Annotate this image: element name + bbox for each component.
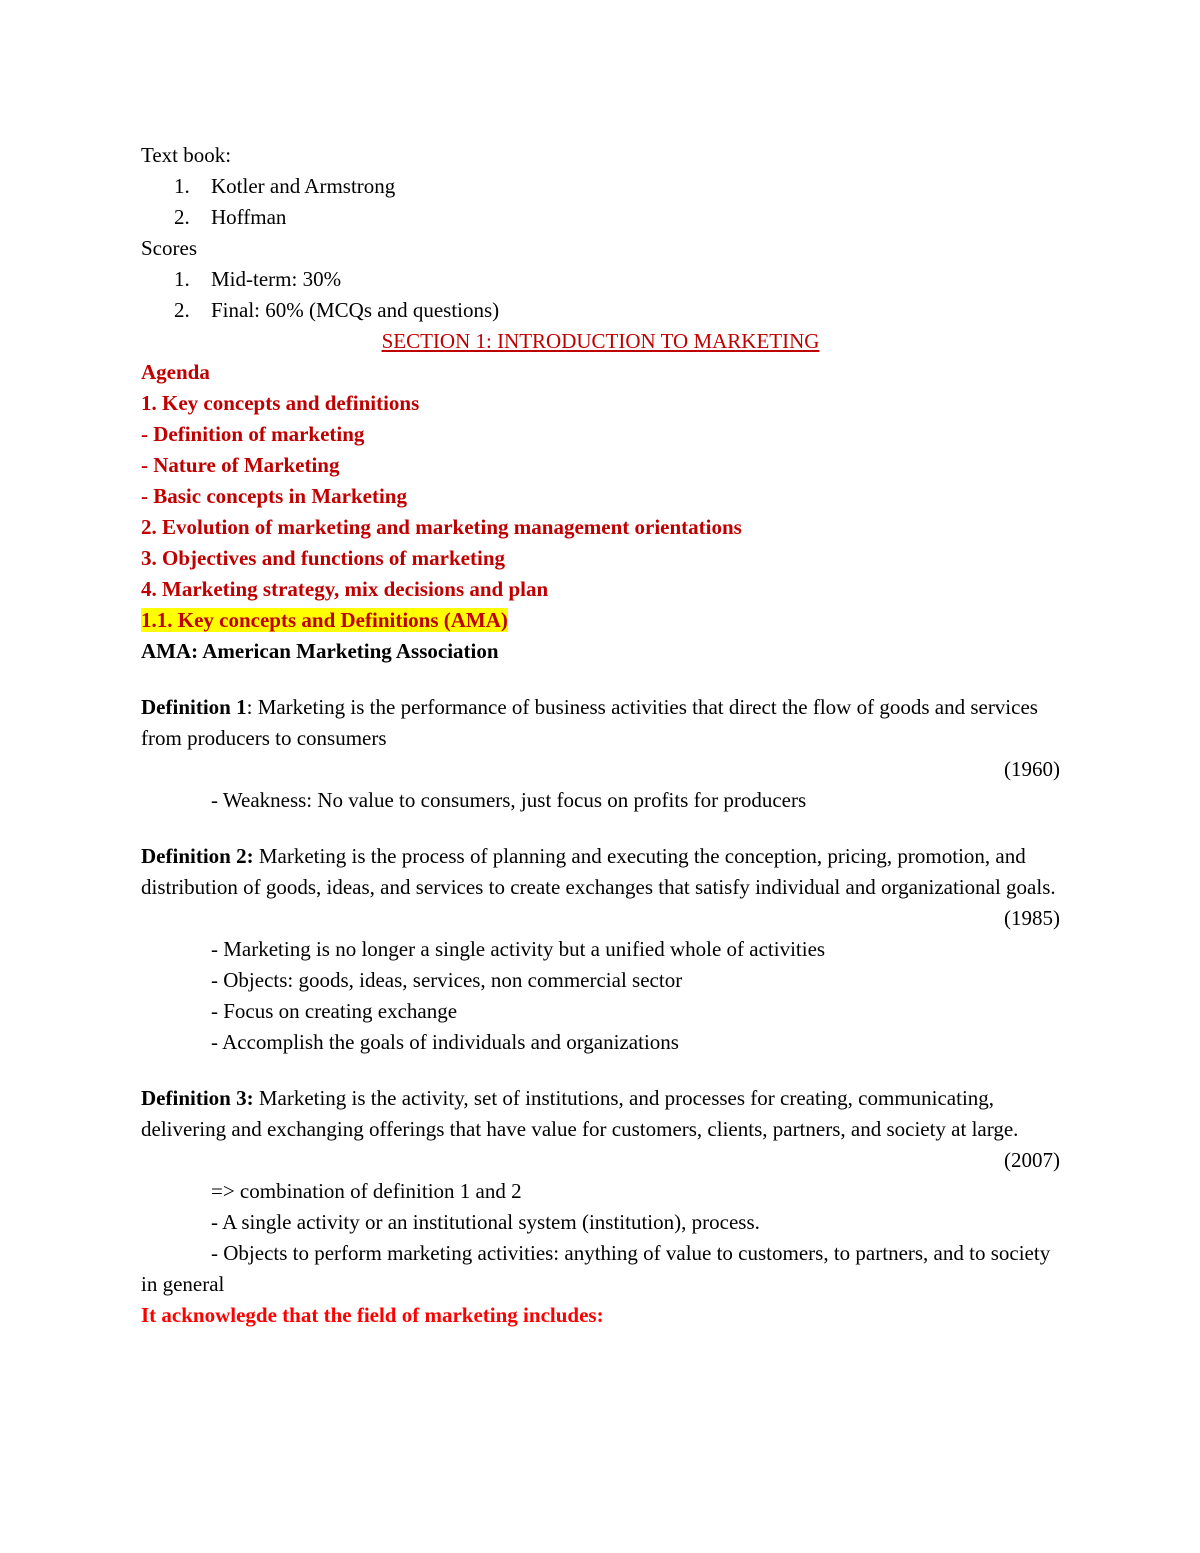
closing-heading: It acknowlegde that the field of marketing includes: [141,1303,604,1327]
definition-label: Definition 1 [141,695,247,719]
definition-year: (2007) [1004,1148,1060,1172]
agenda-item: 4. Marketing strategy, mix decisions and plan [141,577,549,601]
definition-paragraph [141,1083,1060,1145]
definition-note: - Focus on creating exchange [211,999,458,1023]
definition-paragraph: Definition 1: Marketing is the performance of business activities that direct the flow of goods and services from producers to consumers [141,695,1038,750]
definition-label: Definition 2: [141,844,254,868]
section-title: SECTION 1: INTRODUCTION TO MARKETING [381,329,820,353]
agenda-item: - Nature of Marketing [141,453,340,477]
definition-year: (1960) [1004,757,1060,781]
definition-label: Definition 3: [141,1086,254,1110]
textbook-label: Text book: [141,143,232,167]
definition-paragraph [141,841,1060,903]
agenda-item: - Basic concepts in Marketing [141,484,407,508]
subsection-title-line [141,605,1060,636]
definition-text: Marketing is the process of planning and executing the conception, pricing, promotion, and distribution of goods, ideas, and services to create exchanges that satisfy individual and organizational goals. [141,844,1056,899]
agenda-item: 1. Key concepts and definitions [141,391,420,415]
definition-note: - Weakness: No value to consumers, just focus on profits for producers [211,788,807,812]
scores-label: Scores [141,236,197,260]
document-page [141,140,1060,1331]
agenda-heading: Agenda [141,360,210,384]
definition-note: - Accomplish the goals of individuals and organizations [211,1030,679,1054]
definition-note: - Objects to perform marketing activities: anything of value to customers, to partners, and to society in general [141,1241,1051,1296]
textbook-item: 1. Kotler and Armstrong [174,174,396,198]
definition-year: (1985) [1004,906,1060,930]
ama-line: AMA: American Marketing Association [141,639,499,663]
definition-note: - Marketing is no longer a single activity but a unified whole of activities [211,937,826,961]
scores-item: 1. Mid-term: 30% [174,267,342,291]
subsection-title: 1.1. Key concepts and Definitions (AMA) [141,608,508,632]
agenda-item: - Definition of marketing [141,422,365,446]
definition-text: Marketing is the activity, set of institutions, and processes for creating, communicating, delivering and exchanging offerings that have value for customers, clients, partners, and society at large. [141,1086,1019,1141]
definition-note: - A single activity or an institutional system (institution), process. [211,1210,760,1234]
agenda-item: 2. Evolution of marketing and marketing management orientations [141,515,742,539]
definition-text: Marketing is the performance of business activities that direct the flow of goods and services from producers to consumers [141,695,1038,750]
definition-note: - Objects: goods, ideas, services, non commercial sector [211,968,683,992]
scores-item: 2. Final: 60% (MCQs and questions) [174,298,500,322]
definition-note: => combination of definition 1 and 2 [211,1179,522,1203]
textbook-item: 2. Hoffman [174,205,287,229]
agenda-item: 3. Objectives and functions of marketing [141,546,505,570]
